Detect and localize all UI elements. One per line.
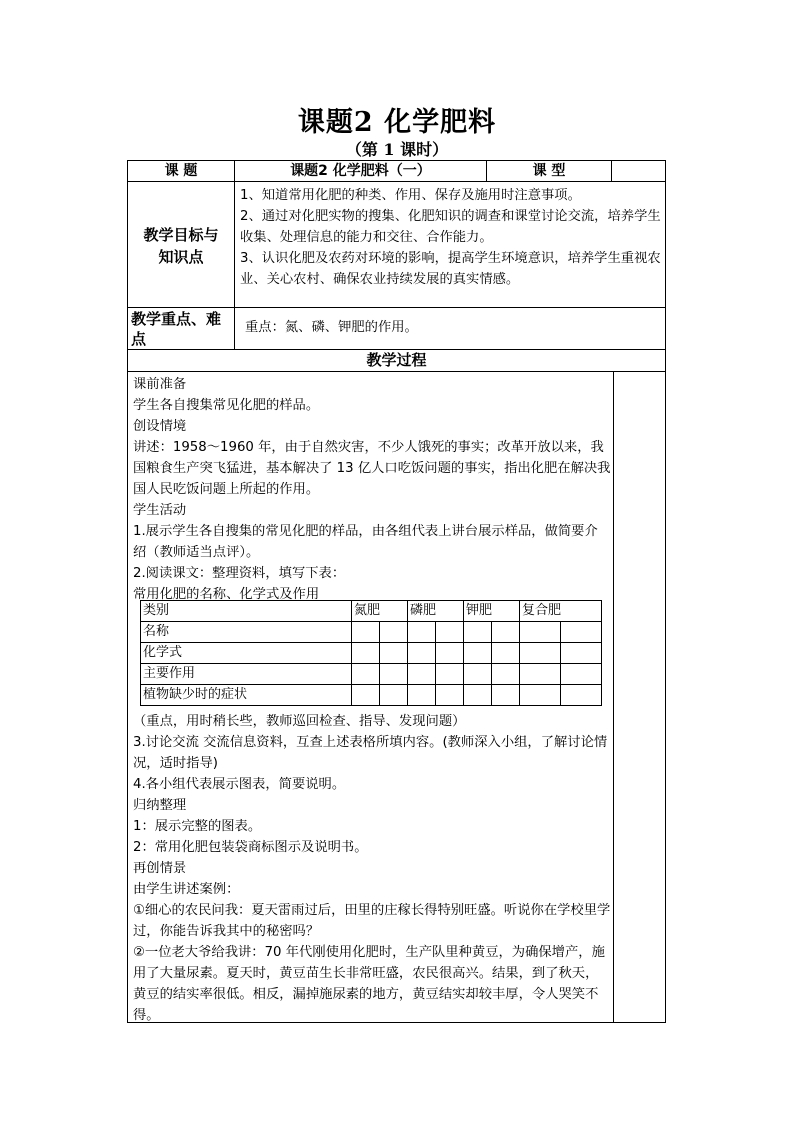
table-header-cell: 钾肥 — [464, 601, 520, 622]
case-paragraph: ②一位老大爷给我讲：70 年代刚使用化肥时，生产队里种黄豆，为确保增产，施用了大量尿素。夏天时，黄豆苗生长非常旺盛，农民很高兴。结果，到了秋天，黄豆的结实率很低。相反，漏掉施尿素的地方，黄豆结实却较丰厚，令人哭笑不得。 — [133, 945, 605, 1023]
section-heading: 学生活动 — [133, 503, 187, 518]
divider-process-heading — [127, 371, 666, 372]
col-notes-divider — [613, 371, 614, 1023]
process-paragraph: 1：展示完整的图表。 — [133, 819, 262, 834]
process-paragraph: 讲述：1958～1960 年，由于自然灾害，不少人饿死的事实；改革开放以来，我国粮食生产突飞猛进，基本解决了 13 亿人口吃饭问题的事实，指出化肥在解决我国人民吃饭问题上所起的作用。 — [133, 440, 611, 497]
process-paragraph: 学生各自搜集常见化肥的样品。 — [133, 398, 320, 413]
table-row — [141, 643, 602, 664]
keypoints-label-line2: 点 — [131, 330, 147, 348]
process-body-bottom — [133, 711, 611, 1026]
keypoints-label — [131, 309, 234, 349]
objectives-label — [128, 224, 234, 268]
divider-header — [127, 181, 666, 182]
objective-item: 3、认识化肥及农药对环境的影响，提高学生环境意识，培养学生重视农业、关心农村、确保农业持续发展的真实情感。 — [240, 251, 661, 287]
frame-left — [127, 160, 128, 1023]
process-paragraph: 4.各小组代表展示图表，简要说明。 — [133, 777, 346, 792]
section-heading: 课前准备 — [133, 377, 187, 392]
fertilizer-table — [140, 600, 602, 706]
keypoints-label-line1: 教学重点、难 — [131, 310, 222, 328]
section-heading: 再创情景 — [133, 861, 187, 876]
table-header-cell: 复合肥 — [520, 601, 602, 622]
divider-objectives — [127, 307, 666, 308]
process-paragraph: 2：常用化肥包装袋商标图示及说明书。 — [133, 840, 368, 855]
process-paragraph: 由学生讲述案例： — [133, 882, 240, 897]
process-heading: 教学过程 — [366, 351, 427, 369]
process-paragraph: 1.展示学生各自搜集的常见化肥的样品，由各组代表上讲台展示样品，做简要介绍（教师适当点评）。 — [133, 524, 598, 560]
table-header-cell: 氮肥 — [352, 601, 408, 622]
table-row-label: 名称 — [141, 622, 352, 643]
section-heading: 创设情境 — [133, 419, 187, 434]
objective-item: 2、通过对化肥实物的搜集、化肥知识的调查和课堂讨论交流，培养学生收集、处理信息的能力和交往、合作能力。 — [240, 209, 661, 245]
table-row-label: 主要作用 — [141, 664, 352, 685]
table-row-label: 植物缺少时的症状 — [141, 685, 352, 706]
page-subtitle: （第 1 课时） — [345, 140, 449, 159]
objective-item: 1、知道常用化肥的种类、作用、保存及施用时注意事项。 — [240, 188, 581, 203]
keypoints-content: 重点：氮、磷、钾肥的作用。 — [245, 320, 418, 335]
objectives-label-line2: 知识点 — [158, 248, 204, 266]
col-header-divider-3 — [611, 160, 612, 182]
table-row — [141, 622, 602, 643]
table-row — [141, 664, 602, 685]
objectives-label-line1: 教学目标与 — [143, 226, 219, 244]
table-header-cell: 类别 — [141, 601, 352, 622]
case-paragraph: ①细心的农民问我：夏天雷雨过后，田里的庄稼长得特别旺盛。听说你在学校里学过，你能告诉我其中的秘密吗？ — [133, 903, 611, 939]
table-header-row — [141, 601, 602, 622]
header-type-label: 课 型 — [532, 163, 566, 179]
process-paragraph: （重点，用时稍长些，教师巡回检查、指导、发现问题） — [133, 714, 466, 729]
process-body-top — [133, 374, 611, 605]
header-course-label: 课 题 — [164, 163, 198, 179]
process-paragraph: 3.讨论交流 交流信息资料，互查上述表格所填内容。(教师深入小组，了解讨论情况，适时指导) — [133, 735, 608, 771]
col-label-divider — [234, 160, 235, 350]
header-course-value: 课题2 化学肥料（一） — [290, 163, 431, 179]
table-header-cell: 磷肥 — [408, 601, 464, 622]
table-caption: 常用化肥的名称、化学式及作用 — [133, 587, 320, 602]
objectives-content — [240, 185, 662, 290]
table-row — [141, 685, 602, 706]
process-paragraph: 2.阅读课文：整理资料，填写下表： — [133, 566, 346, 581]
table-row-label: 化学式 — [141, 643, 352, 664]
page-title: 课题2 化学肥料 — [297, 107, 497, 138]
section-heading: 归纳整理 — [133, 798, 187, 813]
frame-right — [665, 160, 666, 1023]
